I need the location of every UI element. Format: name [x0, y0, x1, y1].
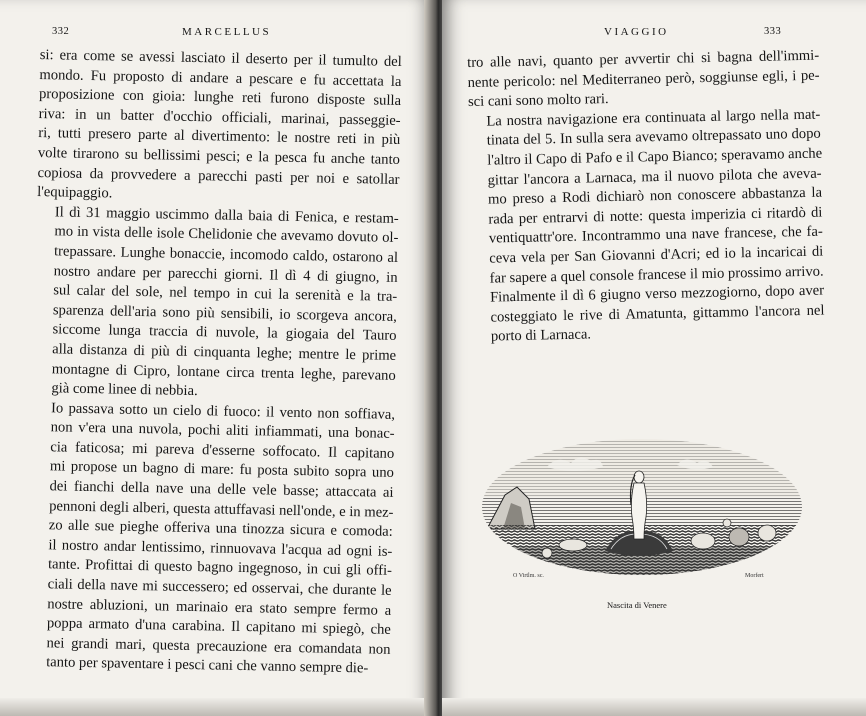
right-page — [442, 0, 866, 716]
text-line: Io passava sotto un cielo di fuoco: il vento non soffiava, — [50, 399, 396, 423]
text-line: sparenza dell'aria sono più sensibili, io scorgeva ancora, — [52, 302, 398, 325]
text-line: Finalmente il dì 6 giugno verso mezzogiorno, dopo aver — [489, 282, 825, 306]
text-line: si: era come se avessi lasciato il deserto per il tumulto del — [39, 46, 402, 70]
text-paragraph — [468, 105, 825, 347]
text-line: nostre abluzioni, un marinaio era stato sempre fermo a — [47, 595, 392, 619]
text-line: porto di Larnaca. — [490, 326, 592, 345]
text-line: nente pericolo: nel Mediterraneo però, soggiunse egli, i pe- — [467, 67, 820, 91]
engraver-signature-right: Morfert — [745, 573, 764, 579]
text-line: già come linee di nebbia. — [51, 380, 198, 400]
page-number-right: 333 — [764, 26, 782, 37]
text-line: l'equipaggio. — [37, 184, 113, 202]
text-paragraph — [33, 203, 399, 406]
text-line: Il dì 31 maggio uscimmo dalla baia di Fenica, e restam- — [54, 204, 399, 227]
text-line: trepassare. Lunghe bonaccie, incomodo caldo, ostarono al — [53, 243, 399, 266]
text-line: dei fianchi della nave una delle vele basse; attaccata ai — [49, 478, 394, 501]
text-line: ri, tutti presero parte al divertimento: le nostre reti in più — [38, 125, 401, 149]
text-line: montagne di Cipro, lontane circa trenta leghe, parevano — [51, 360, 396, 384]
text-line: nostro andare per parecchi giorni. Il dì 4 di giugno, in — [53, 262, 398, 286]
text-line: siccome lunga traccia di nuvole, la giogaia del Tauro — [52, 321, 397, 345]
left-page-body — [28, 46, 402, 680]
text-line: ceva vela per San Giovanni d'Acri; ed io la incaricai di — [489, 243, 824, 267]
engraver-signature-left: O Virtlm. sc. — [513, 573, 544, 579]
page-number-left: 332 — [52, 26, 70, 37]
text-line: ventiquattr'ore. Incontrammo una nave francese, che fa- — [488, 223, 823, 247]
text-line: il nostro andar lentissimo, rinnuovava l'acqua ad ogni is- — [48, 537, 393, 560]
text-line: ciali della nave mi successero; ed osservai, che durante le — [47, 576, 392, 599]
text-line: mo in vista delle isole Chelidonie che avevamo dovuto ol- — [54, 223, 399, 247]
text-line: tro alle navi, quanto per avvertir chi si bagna dell'immi- — [467, 47, 820, 71]
text-line: zo alle sue pieghe offeriva una tinozza sicura e comoda: — [48, 517, 393, 541]
text-paragraph — [467, 47, 820, 113]
text-line: tante. Profittai di questo bagno ingegnoso, in cui gli offi- — [47, 556, 393, 580]
text-line: volte tirarono su bellissimi pesci; e la pesca fu anche tanto — [37, 144, 401, 168]
engraving-birth-of-venus — [477, 437, 807, 583]
text-line: nei grandi mari, questa precauzione era comandata non — [46, 635, 391, 658]
text-line: poppa armato d'una carabina. Il capitano mi spiegò, che — [46, 615, 392, 639]
engraving-illustration — [477, 437, 807, 583]
right-page-body — [467, 47, 825, 348]
text-line: l'altro il Capo di Pafo e il Capo Bianco; speravamo anche — [487, 145, 823, 169]
text-line: pennoni degli alberi, questa attuffavasi nell'onde, e in mez- — [49, 497, 394, 521]
text-line: mo preso a Rodi dichiarò non conoscere abbastanza la — [487, 184, 823, 208]
figure-caption: Nascita di Venere — [607, 600, 667, 610]
text-line: non v'era una nuvola, pochi aliti infiammati, una bonac- — [50, 419, 395, 443]
text-line: gittar l'ancora a Larnaca, ma il nuovo pilota che aveva- — [487, 165, 822, 189]
page-edge-right — [442, 698, 866, 716]
text-line: rada per entrarvi di notte: questa imperizia ci ritardò di — [488, 204, 823, 228]
running-title-left: MARCELLUS — [182, 26, 272, 38]
text-line: riva: in un batter d'occhio officiali, marinai, passeggie- — [38, 105, 401, 129]
text-line: copiosa da provvedere a parecchi pasti per noi e satollar — [37, 164, 400, 188]
text-paragraph — [37, 46, 402, 210]
text-line: mondo. Fu proposto di andare a pescare e fu accettata la — [39, 66, 402, 90]
text-line: far sapere a quel console francese il mio prossimo arrivo. — [489, 263, 824, 287]
text-line: cia faticosa; mi pareva d'esserne soffocato. Il capitano — [50, 439, 395, 462]
text-line: proposizione con gioia: lunghe reti furono disposte sulla — [38, 86, 402, 110]
text-line: tanto per spaventare i pesci cani che vanno sempre die- — [46, 654, 369, 677]
text-paragraph — [28, 399, 395, 680]
text-line: costeggiato le rive di Amatunta, gittammo l'ancora nel — [490, 302, 825, 326]
text-line: La nostra navigazione era continuata al largo nella mat- — [486, 106, 821, 130]
text-line: sul calar del sole, nel tempo in cui la serenità e la tra- — [53, 282, 398, 306]
running-title-right: VIAGGIO — [604, 26, 669, 38]
left-page — [0, 0, 432, 716]
page-edge-left — [0, 698, 432, 716]
text-line: tinata del 5. In sulla sera avevamo oltrepassato uno dopo — [486, 125, 821, 149]
text-line: alla distanza di più di cinquanta leghe; mentre le prime — [52, 341, 397, 364]
text-line: mi propose un bagno di mare: fu posta subito sopra uno — [49, 458, 395, 482]
text-line: sci cani sono molto rari. — [467, 91, 609, 111]
